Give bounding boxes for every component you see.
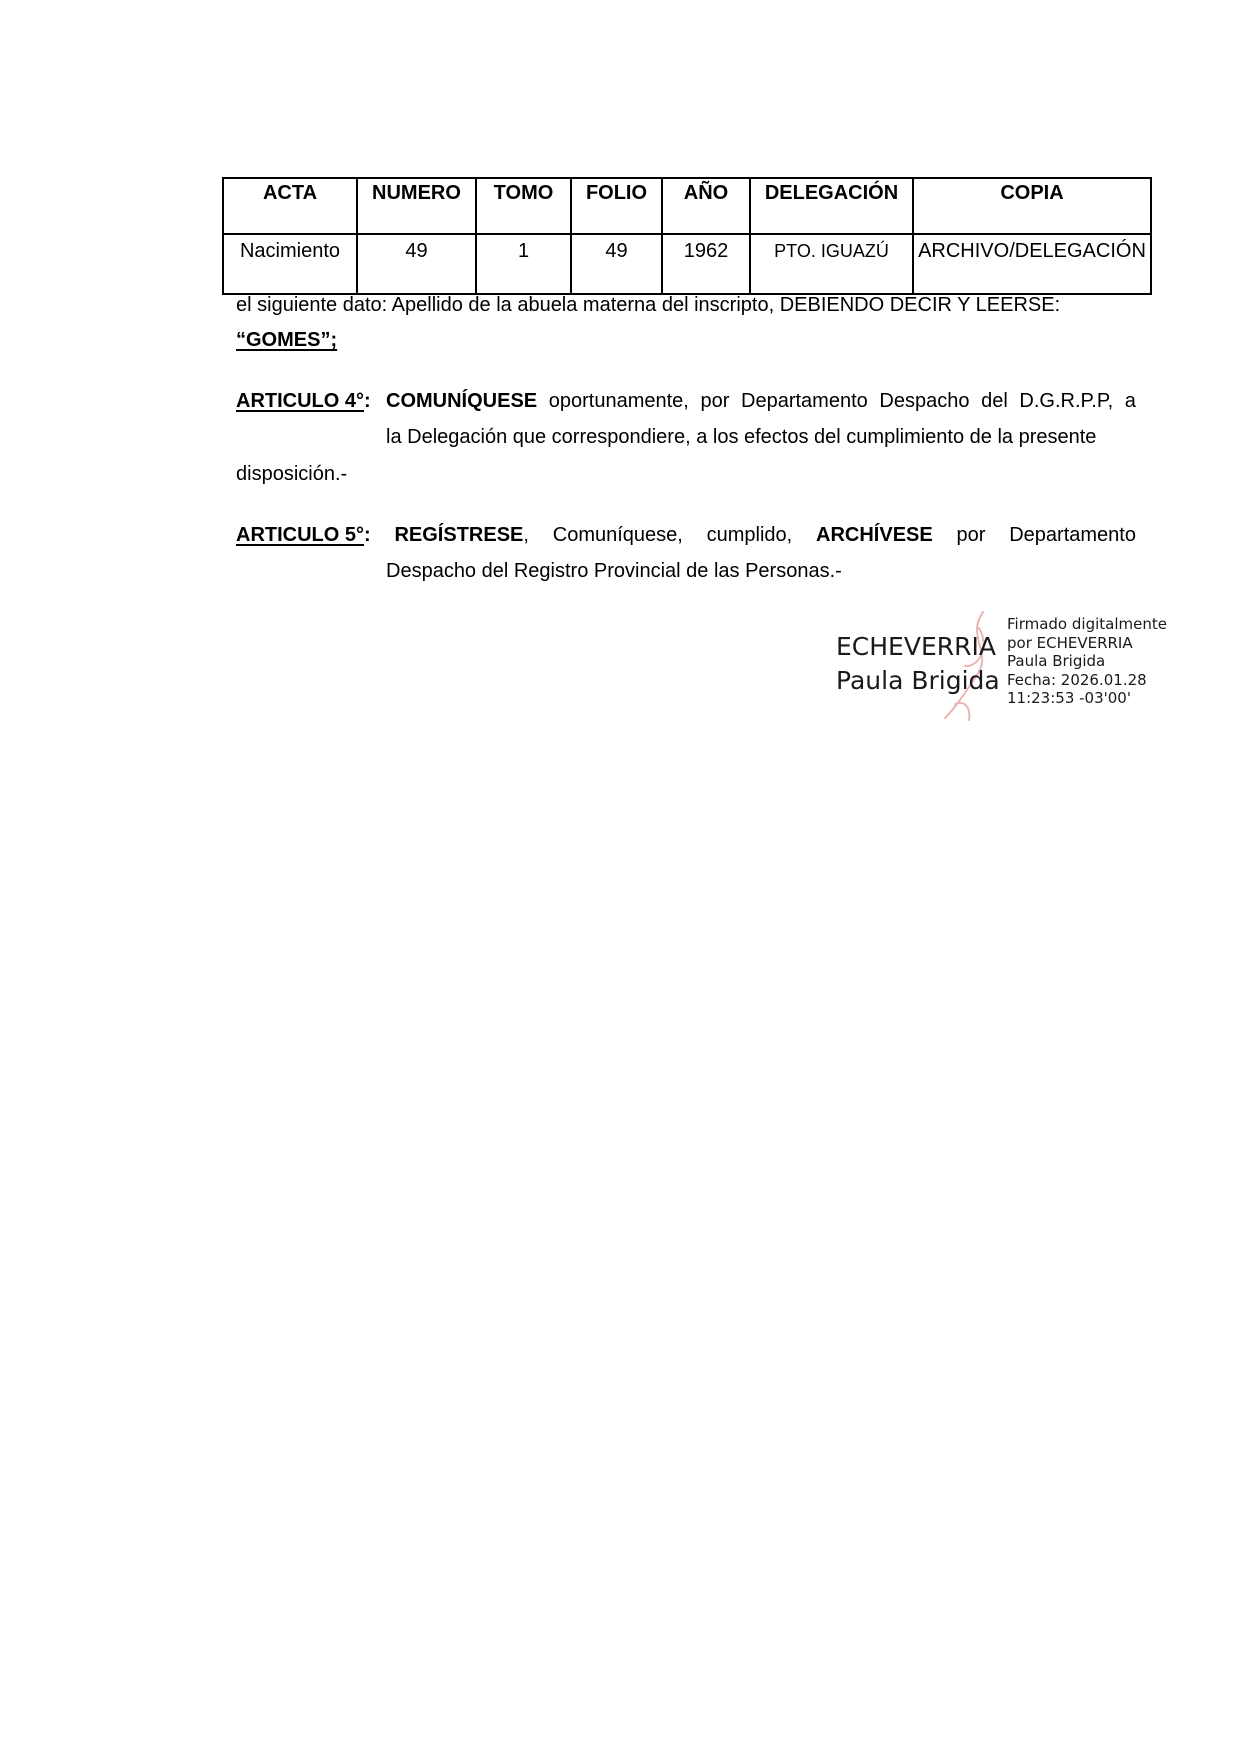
articulo-5-heading (236, 522, 371, 548)
cell-delegacion: PTO. IGUAZÚ (750, 234, 913, 294)
signature-detail-line: 11:23:53 -03'00' (1007, 689, 1131, 707)
articulo-5-word: por (956, 524, 986, 546)
signature-detail-line: Firmado digitalmente (1007, 615, 1167, 633)
signature-detail-line: por ECHEVERRIA (1007, 633, 1133, 652)
header-cell-numero: NUMERO (357, 178, 476, 234)
rectified-surname: “GOMES”; (236, 329, 338, 351)
articulo-5-colon: : (364, 524, 371, 546)
articulo-4-line-1 (386, 388, 1136, 414)
signature-detail-line: Fecha: 2026.01.28 (1007, 670, 1147, 689)
articulo-5-word: Comuníquese, (552, 524, 683, 546)
articulo-5-word: Departamento (1009, 524, 1136, 546)
articulo-4-word: a (1124, 390, 1136, 412)
rectification-text: el siguiente dato: Apellido de la abuela materna del inscripto, DEBIENDO DECIR Y LEERSE: (236, 294, 1061, 316)
articulo-4-colon: : (364, 390, 371, 412)
header-cell-folio: FOLIO (571, 178, 662, 234)
acta-table (222, 177, 1152, 295)
articulo-5-word: cumplido, (706, 524, 793, 546)
signature-detail-line: Paula Brigida (1007, 652, 1106, 670)
table-row (223, 234, 1151, 294)
articulo-4-word: Departamento (741, 390, 868, 412)
acta-table-header-row (223, 178, 1151, 234)
articulo-4-word: del (981, 390, 1008, 412)
header-cell-acta: ACTA (223, 178, 357, 234)
header-cell-copia: COPIA (913, 178, 1151, 234)
header-cell-delegacion: DELEGACIÓN (750, 178, 913, 234)
articulo-4-word: por (700, 390, 730, 412)
articulo-5-archivese: ARCHÍVESE (816, 524, 933, 546)
cell-numero: 49 (357, 234, 476, 294)
articulo-4-line-3: disposición.- (236, 463, 348, 485)
cell-copia: ARCHIVO/DELEGACIÓN (913, 234, 1151, 294)
articulo-4-line-2: la Delegación que correspondiere, a los efectos del cumplimiento de la presente (386, 426, 1097, 448)
signer-given-names: Paula Brigida (836, 666, 1000, 695)
cell-tomo: 1 (476, 234, 571, 294)
cell-acta: Nacimiento (223, 234, 357, 294)
articulo-4-label: ARTICULO 4° (236, 390, 364, 412)
articulo-4-word: oportunamente, (548, 390, 689, 412)
signer-surname: ECHEVERRIA (836, 632, 996, 661)
articulo-4-heading (236, 388, 371, 414)
cell-anio: 1962 (662, 234, 750, 294)
header-cell-anio: AÑO (662, 178, 750, 234)
articulo-4-word: D.G.R.P.P, (1019, 390, 1114, 412)
articulo-5-line-1 (236, 522, 1136, 548)
articulo-5-label: ARTICULO 5° (236, 524, 364, 546)
signature-details (1007, 615, 1167, 708)
articulo-5-bold-word-1: REGÍSTRESE, (394, 524, 529, 546)
articulo-4-bold-word: COMUNÍQUESE (386, 390, 538, 412)
header-cell-tomo: TOMO (476, 178, 571, 234)
articulo-5-registrese: REGÍSTRESE (394, 524, 524, 546)
articulo-4-word: Despacho (879, 390, 970, 412)
articulo-5-line-2: Despacho del Registro Provincial de las Personas.- (386, 560, 842, 582)
cell-folio: 49 (571, 234, 662, 294)
